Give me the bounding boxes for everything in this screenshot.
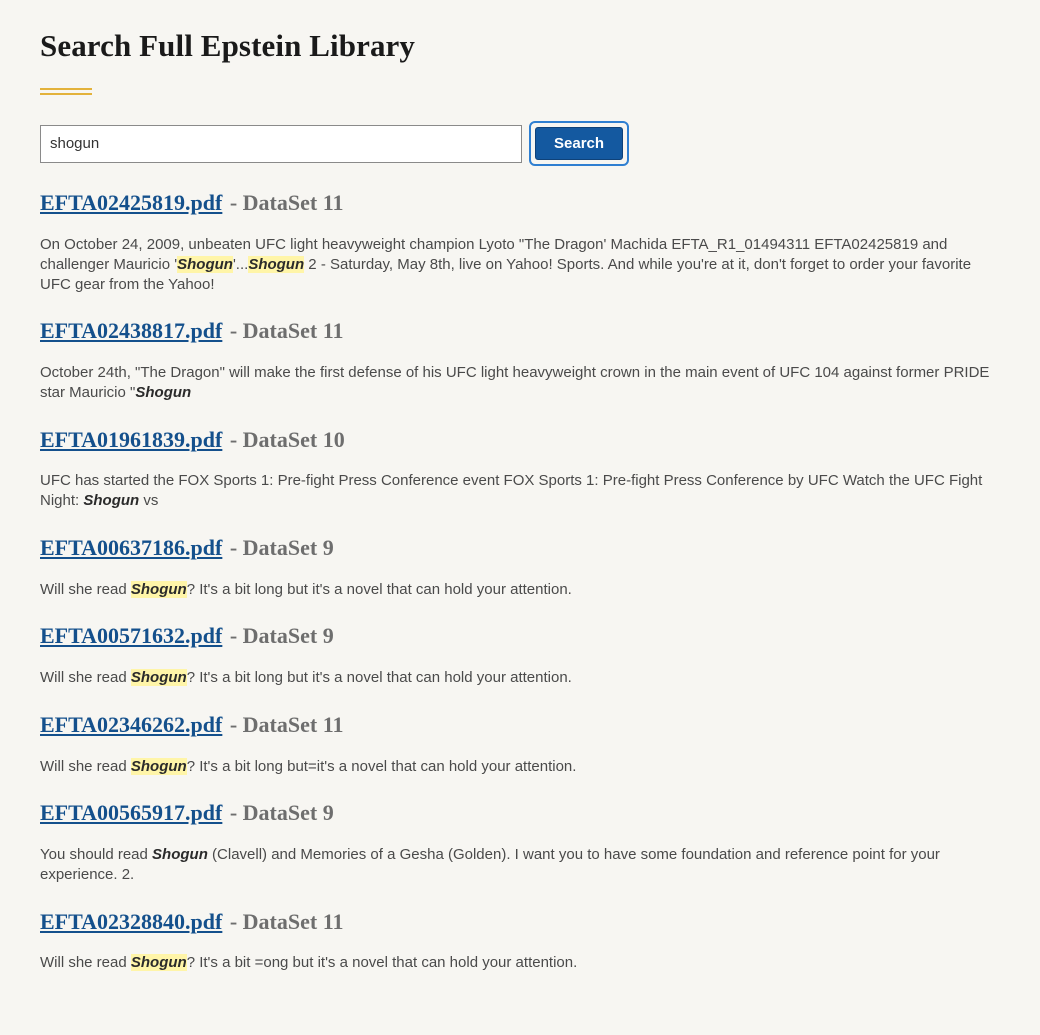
snippet-highlight: Shogun: [130, 757, 187, 775]
result-dataset-label: - DataSet 11: [224, 318, 344, 344]
search-result-item: [40, 188, 1000, 294]
snippet-text: ? It's a bit long but it's a novel that can hold your attention.: [186, 669, 572, 687]
snippet-text: ? It's a bit long but it's a novel that can hold your attention.: [186, 580, 572, 598]
page-title: Search Full Epstein Library: [40, 28, 416, 63]
snippet-text: ? It's a bit long but=it's a novel that can hold your attention.: [186, 757, 577, 775]
snippet-highlight: Shogun: [248, 255, 305, 273]
search-result-item: [40, 316, 1000, 402]
result-snippet: [40, 668, 1000, 688]
snippet-text: Will she read: [40, 954, 131, 972]
result-file-link[interactable]: EFTA02425819.pdf: [40, 190, 223, 216]
snippet-text: (Clavell) and Memories of a Gesha (Golden). I want you to have some foundation and reference point for your experience. 2.: [40, 846, 940, 883]
search-input[interactable]: [40, 125, 522, 163]
snippet-emphasis: Shogun: [135, 383, 192, 401]
title-divider: [40, 88, 92, 95]
result-dataset-label: - DataSet 10: [224, 426, 345, 452]
result-file-link[interactable]: EFTA02328840.pdf: [40, 908, 223, 934]
result-snippet: [40, 953, 1000, 973]
result-heading: [40, 710, 1000, 740]
search-result-item: [40, 710, 1000, 776]
search-result-item: [40, 533, 1000, 599]
snippet-highlight: Shogun: [177, 255, 233, 273]
snippet-text: '...: [232, 255, 249, 273]
result-snippet: [40, 757, 1000, 777]
result-snippet: [40, 363, 1000, 403]
result-file-link[interactable]: EFTA00637186.pdf: [40, 534, 223, 560]
result-heading: [40, 425, 1000, 455]
result-snippet: [40, 845, 1000, 885]
result-heading: [40, 316, 1000, 346]
search-result-item: [40, 798, 1000, 884]
result-heading: [40, 621, 1000, 651]
snippet-text: You should read: [40, 846, 153, 864]
snippet-text: On October 24, 2009, unbeaten UFC light heavyweight champion Lyoto "The Dragon' Machida EFTA_R1_01494311 EFTA02425819 and challenger Mauricio ': [40, 235, 948, 273]
search-button[interactable]: Search: [535, 127, 623, 160]
result-dataset-label: - DataSet 9: [224, 534, 334, 560]
snippet-text: 2 - Saturday, May 8th, live on Yahoo! Sports. And while you're at it, don't forget to order your favorite UFC gear from the Yahoo!: [40, 255, 972, 293]
result-file-link[interactable]: EFTA00565917.pdf: [40, 800, 223, 826]
search-result-item: [40, 425, 1000, 511]
result-file-link[interactable]: EFTA02346262.pdf: [40, 711, 223, 737]
search-button-focus-ring: [529, 121, 629, 166]
search-results-list: [40, 188, 1000, 973]
result-dataset-label: - DataSet 9: [224, 623, 334, 649]
result-snippet: [40, 580, 1000, 600]
snippet-text: ? It's a bit =ong but it's a novel that can hold your attention.: [186, 954, 578, 972]
result-dataset-label: - DataSet 11: [224, 711, 344, 737]
snippet-highlight: Shogun: [130, 580, 187, 598]
result-dataset-label: - DataSet 9: [224, 800, 334, 826]
snippet-text: Will she read: [40, 669, 131, 687]
snippet-text: UFC has started the FOX Sports 1: Pre-fight Press Conference event FOX Sports 1: Pre-fight Press Conference by UFC Watch the UFC Fight Night:: [40, 472, 983, 510]
result-file-link[interactable]: EFTA02438817.pdf: [40, 318, 223, 344]
snippet-highlight: Shogun: [130, 669, 187, 687]
result-snippet: [40, 235, 1000, 294]
search-result-item: [40, 907, 1000, 973]
result-dataset-label: - DataSet 11: [224, 190, 344, 216]
result-file-link[interactable]: EFTA01961839.pdf: [40, 426, 223, 452]
snippet-emphasis: Shogun: [152, 846, 208, 864]
snippet-emphasis: Shogun: [83, 492, 140, 510]
result-snippet: [40, 471, 1000, 511]
snippet-highlight: Shogun: [130, 954, 187, 972]
snippet-text: Will she read: [40, 757, 131, 775]
search-bar: [40, 121, 1000, 166]
result-heading: [40, 188, 1000, 218]
result-heading: [40, 798, 1000, 828]
snippet-text: October 24th, "The Dragon" will make the first defense of his UFC light heavyweight crown in the main event of UFC 104 against former PRIDE star Mauricio ": [40, 364, 990, 401]
search-result-item: [40, 621, 1000, 687]
snippet-text: Will she read: [40, 580, 131, 598]
result-dataset-label: - DataSet 11: [224, 908, 344, 934]
result-heading: [40, 907, 1000, 937]
snippet-text: vs: [139, 492, 159, 510]
result-file-link[interactable]: EFTA00571632.pdf: [40, 623, 223, 649]
result-heading: [40, 533, 1000, 563]
